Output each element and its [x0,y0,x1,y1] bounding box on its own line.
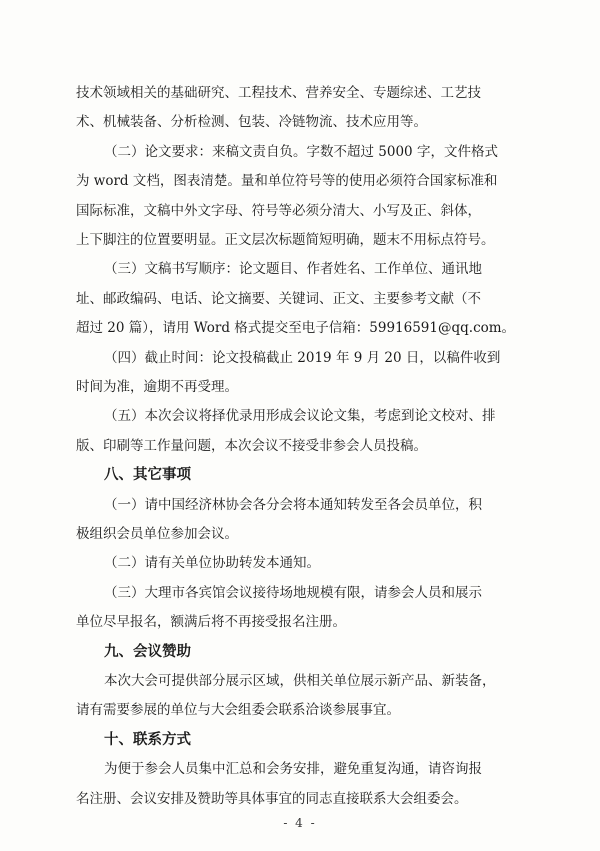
text-line [0,578,600,608]
paragraph-text: 址、邮政编码、电话、论文摘要、关键词、正文、主要参考文献（不 [76,291,481,307]
text-line [0,784,600,814]
text-line [0,607,600,637]
paragraph-text: 名注册、会议安排及赞助等具体事宜的同志直接联系大会组委会。 [76,791,468,807]
paragraph-text: 单位尽早报名，额满后将不再接受报名注册。 [76,614,346,630]
text-line [0,754,600,784]
text-line [0,519,600,549]
text-line [0,166,600,196]
section-heading-text: 九、会议赞助 [104,644,191,660]
paragraph-text: 为便于参会人员集中汇总和会务安排，避免重复沟通，请咨询报 [104,761,482,777]
paragraph-text: （二）论文要求：来稿文责自负。字数不超过 5000 字，文件格式 [104,144,498,160]
paragraph-text: 国际标准，文稿中外文字母、符号等必须分清大、小写及正、斜体， [76,203,481,219]
text-line [0,313,600,343]
paragraph-text: 为 word 文档，图表清楚。量和单位符号等的使用必须符合国家标准和 [76,173,498,189]
section-heading [0,460,600,490]
paragraph-text: 请有需要参展的单位与大会组委会联系洽谈参展事宜。 [76,702,400,718]
paragraph-text: （四）截止时间：论文投稿截止 2019 年 9 月 20 日，以稿件收到 [104,350,501,366]
paragraph-text: （三）大理市各宾馆会议接待场地规模有限，请参会人员和展示 [104,585,482,601]
text-line [0,431,600,461]
text-line [0,490,600,520]
paragraph-text: 超过 20 篇），请用 Word 格式提交至电子信箱：59916591@qq.com。 [76,320,516,336]
section-heading [0,725,600,755]
section-heading-text: 十、联系方式 [104,732,191,748]
text-line [0,343,600,373]
page-number: - 4 - [283,816,317,830]
text-line [0,107,600,137]
text-line [0,401,600,431]
paragraph-text: 技术领域相关的基础研究、工程技术、营养安全、专题综述、工艺技 [76,85,481,101]
paragraph-text: 极组织会员单位参加会议。 [76,526,238,542]
section-heading-text: 八、其它事项 [104,467,191,483]
paragraph-text: （二）请有关单位协助转发本通知。 [104,555,320,571]
text-line [0,78,600,108]
paragraph-text: 上下脚注的位置要明显。正文层次标题简短明确，题末不用标点符号。 [76,232,495,248]
text-line [0,254,600,284]
paragraph-text: （一）请中国经济林协会各分会将本通知转发至各会员单位，积 [104,497,482,513]
text-line [0,372,600,402]
text-line [0,284,600,314]
paragraph-text: （五）本次会议将择优录用形成会议论文集，考虑到论文校对、排 [104,408,496,424]
paragraph-text: （三）文稿书写顺序：论文题目、作者姓名、工作单位、通讯地 [104,261,482,277]
paragraph-text: 术、机械装备、分析检测、包装、冷链物流、技术应用等。 [76,114,427,130]
paragraph-text: 本次大会可提供部分展示区域，供相关单位展示新产品、新装备， [104,673,496,689]
text-line [0,666,600,696]
text-line [0,548,600,578]
text-line [0,196,600,226]
section-heading [0,637,600,667]
paragraph-text: 时间为准，逾期不再受理。 [76,379,238,395]
text-line [0,695,600,725]
paragraph-text: 版、印刷等工作量问题，本次会议不接受非参会人员投稿。 [76,438,427,454]
text-line [0,225,600,255]
text-line [0,137,600,167]
